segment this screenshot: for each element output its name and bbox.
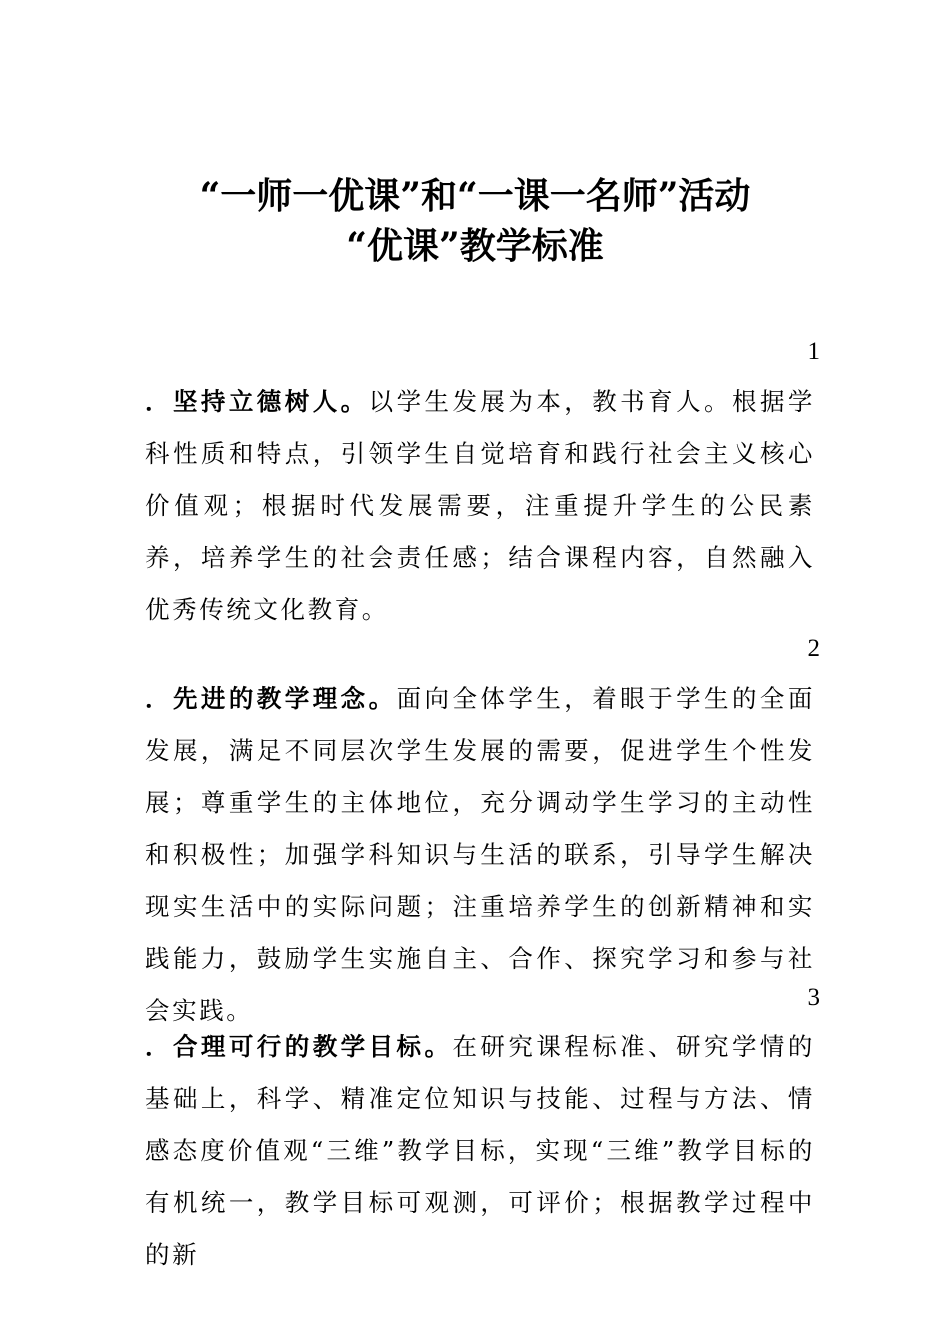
item-number-1: 1 (807, 338, 820, 365)
document-title-line-2: “优课”教学标准 (346, 225, 604, 267)
item-paragraph-3 (145, 1021, 815, 1281)
document-title-line-1: “一师一优课”和“一课一名师”活动 (199, 175, 751, 217)
item-prefix-2: ． (145, 684, 173, 713)
item-number-2: 2 (807, 635, 820, 662)
item-paragraph-1 (145, 376, 815, 636)
item-paragraph-2 (145, 673, 815, 1037)
item-heading-3: 合理可行的教学目标。 (172, 1032, 453, 1061)
item-body-1: 以学生发展为本，教书育人。根据学科性质和特点，引领学生自觉培育和践行社会主义核心价值观；根据时代发展需要，注重提升学生的公民素养，培养学生的社会责任感；结合课程内容，自然融入优秀传统文化教育。 (145, 387, 815, 624)
item-heading-2: 先进的教学理念。 (172, 684, 397, 713)
item-prefix-3: ． (145, 1032, 173, 1061)
item-body-2: 面向全体学生，着眼于学生的全面发展，满足不同层次学生发展的需要，促进学生个性发展；尊重学生的主体地位，充分调动学生学习的主动性和积极性；加强学科知识与生活的联系，引导学生解决现实生活中的实际问题；注重培养学生的创新精神和实践能力，鼓励学生实施自主、合作、探究学习和参与社会实践。 (145, 684, 815, 1025)
item-body-3: 在研究课程标准、研究学情的基础上，科学、精准定位知识与技能、过程与方法、情感态度价值观“三维”教学目标，实现“三维”教学目标的有机统一，教学目标可观测，可评价；根据教学过程中的新 (145, 1032, 815, 1269)
item-prefix-1: ． (145, 387, 173, 416)
item-number-3: 3 (807, 984, 820, 1011)
item-heading-1: 坚持立德树人。 (172, 387, 369, 416)
